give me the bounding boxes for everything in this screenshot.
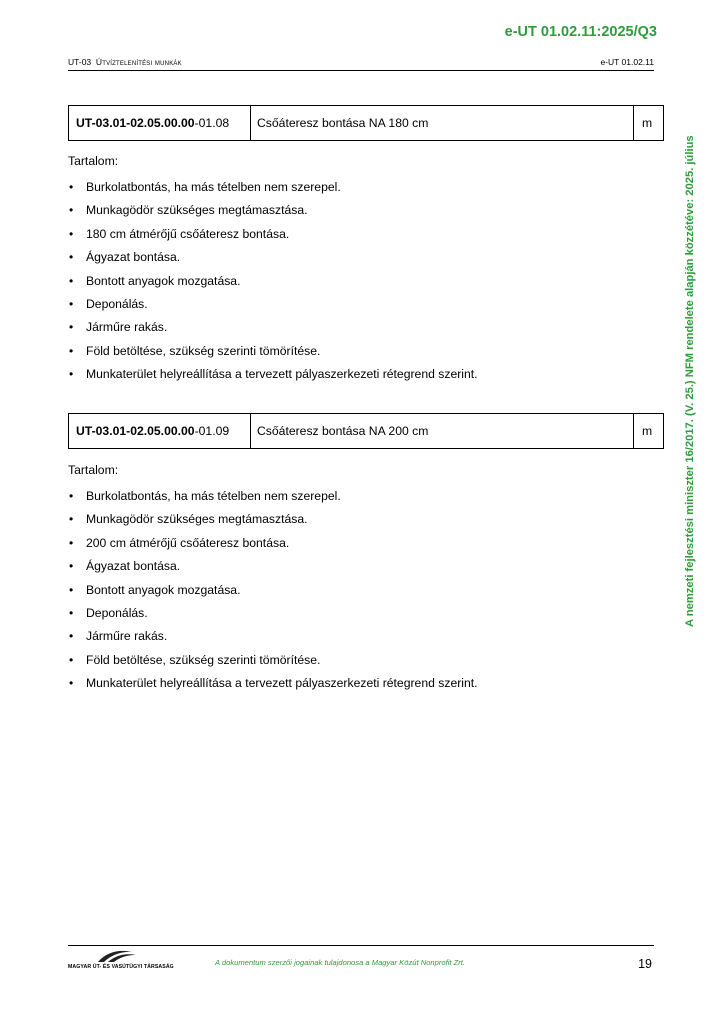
list-item: • Munkaterület helyreállítása a tervezett pályaszerkezeti rétegrend szerint. bbox=[69, 676, 478, 691]
item-code-suffix: -01.09 bbox=[194, 424, 230, 438]
running-header bbox=[68, 57, 654, 71]
bullet-icon: • bbox=[69, 559, 74, 574]
item-code-cell bbox=[69, 106, 251, 140]
bullet-icon: • bbox=[69, 582, 74, 597]
bullet-icon: • bbox=[69, 180, 74, 194]
list-item: • 200 cm átmérőjű csőáteresz bontása. bbox=[69, 535, 290, 550]
logo-swoosh-icon bbox=[68, 948, 160, 964]
bullet-icon: • bbox=[69, 489, 74, 503]
list-item: • Ágyazat bontása. bbox=[69, 250, 181, 265]
list-item: • Ágyazat bontása. bbox=[69, 559, 181, 574]
document-code: e-UT 01.02.11:2025/Q3 bbox=[504, 24, 657, 40]
content-label: Tartalom: bbox=[68, 154, 119, 168]
item-code-main: UT-03.01-02.05.00.00 bbox=[76, 116, 195, 130]
list-item: • Járműre rakás. bbox=[69, 320, 168, 335]
bullet-icon: • bbox=[69, 535, 74, 550]
item-code-main: UT-03.01-02.05.00.00 bbox=[76, 424, 195, 438]
list-item: • Munkaterület helyreállítása a tervezett pályaszerkezeti rétegrend szerint. bbox=[69, 367, 478, 382]
list-item: • Föld betöltése, szükség szerinti tömörítése. bbox=[69, 652, 321, 667]
item-code-cell bbox=[69, 414, 251, 448]
list-item: • Deponálás. bbox=[69, 296, 148, 311]
bullet-icon: • bbox=[69, 367, 74, 382]
content-label: Tartalom: bbox=[68, 463, 119, 477]
content-list-1 bbox=[68, 179, 478, 390]
chapter-title: Útvíztelenítési munkák bbox=[95, 57, 182, 67]
bullet-icon: • bbox=[69, 226, 74, 241]
list-item: • Föld betöltése, szükség szerinti tömörítése. bbox=[69, 343, 321, 358]
bullet-icon: • bbox=[69, 273, 74, 288]
item-unit: m bbox=[642, 116, 653, 130]
item-description: Csőáteresz bontása NA 200 cm bbox=[251, 414, 634, 448]
list-item: • Munkagödör szükséges megtámasztása. bbox=[69, 512, 308, 527]
footer-logo bbox=[68, 948, 174, 970]
header-right-code: e-UT 01.02.11 bbox=[600, 57, 654, 67]
page-number: 19 bbox=[638, 957, 652, 971]
list-item: • Burkolatbontás, ha más tételben nem szerepel. bbox=[69, 489, 341, 503]
list-item: • Járműre rakás. bbox=[69, 629, 168, 644]
bullet-icon: • bbox=[69, 629, 74, 644]
item-code-suffix: -01.08 bbox=[194, 116, 230, 130]
bullet-icon: • bbox=[69, 676, 74, 691]
item-unit: m bbox=[642, 424, 653, 438]
item-table-2 bbox=[68, 413, 664, 449]
list-item: • Bontott anyagok mozgatása. bbox=[69, 582, 241, 597]
bullet-icon: • bbox=[69, 512, 74, 527]
list-item: • Burkolatbontás, ha más tételben nem szerepel. bbox=[69, 180, 341, 194]
footer-copyright: A dokumentum szerzői jogainak tulajdonosa a Magyar Közút Nonprofit Zrt. bbox=[215, 958, 466, 967]
list-item: • Munkagödör szükséges megtámasztása. bbox=[69, 203, 308, 218]
list-item: • Bontott anyagok mozgatása. bbox=[69, 273, 241, 288]
logo-text: MAGYAR ÚT- ÉS VASÚTÜGYI TÁRSASÁG bbox=[68, 964, 174, 970]
bullet-icon: • bbox=[69, 320, 74, 335]
bullet-icon: • bbox=[69, 343, 74, 358]
list-item: • 180 cm átmérőjű csőáteresz bontása. bbox=[69, 226, 290, 241]
chapter-heading bbox=[68, 57, 182, 67]
content-list-2 bbox=[68, 488, 478, 699]
bullet-icon: • bbox=[69, 203, 74, 218]
item-table-1 bbox=[68, 105, 664, 141]
footer-rule bbox=[68, 945, 654, 946]
bullet-icon: • bbox=[69, 652, 74, 667]
item-description: Csőáteresz bontása NA 180 cm bbox=[251, 106, 634, 140]
bullet-icon: • bbox=[69, 250, 74, 265]
bullet-icon: • bbox=[69, 296, 74, 311]
side-publication-note: A nemzeti fejlesztési miniszter 16/2017. (V. 25.) NFM rendelete alapján közzétéve: 2025. július bbox=[684, 135, 696, 627]
list-item: • Deponálás. bbox=[69, 605, 148, 620]
bullet-icon: • bbox=[69, 605, 74, 620]
chapter-code: UT-03 bbox=[68, 57, 92, 67]
